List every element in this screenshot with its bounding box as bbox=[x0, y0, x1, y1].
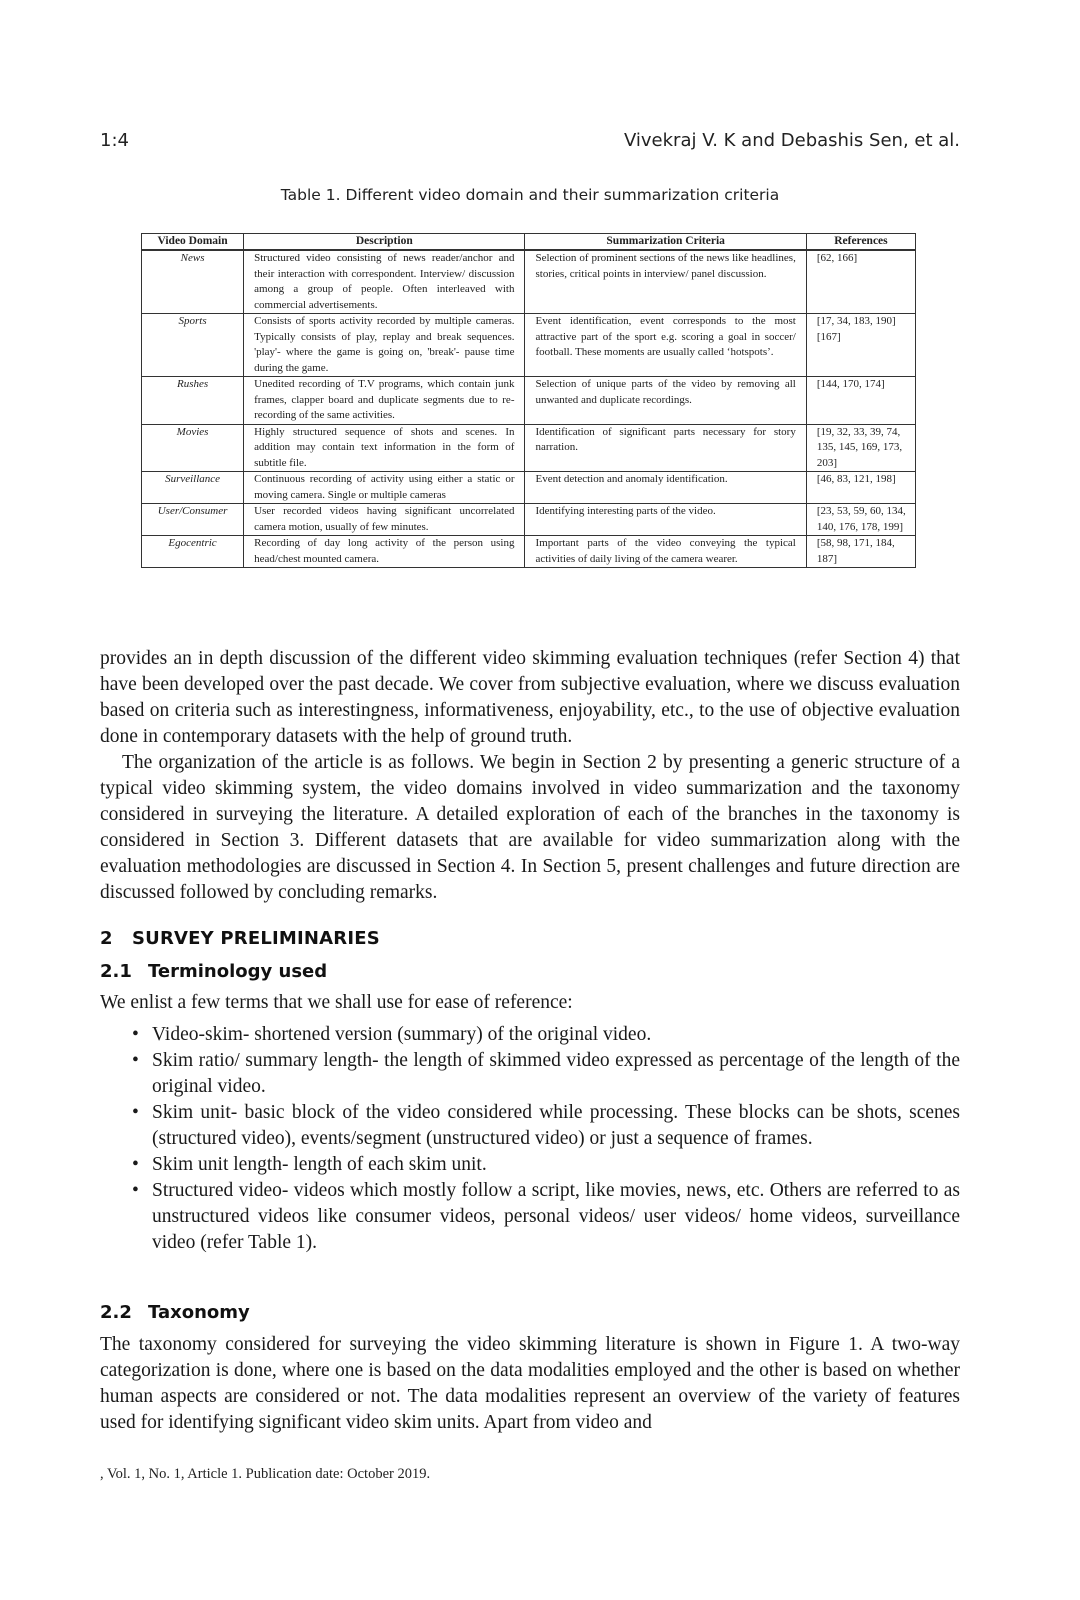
references-cell: [62, 166] bbox=[806, 250, 915, 314]
paragraph-text: The taxonomy considered for surveying the video skimming literature is shown in Figure 1. A two-way categorization is done, where one is based on the data modalities employed and the other is based on whether human aspects are considered or not. The data modalities represent an overview of the variety of features used for identifying significant video skim units. Apart from video and bbox=[100, 1334, 960, 1433]
references-cell: [58, 98, 171, 184, 187] bbox=[806, 536, 915, 568]
table-row bbox=[142, 314, 916, 377]
paragraph-text: provides an in depth discussion of the different video skimming evaluation techniques (refer Section 4) that have been developed over the past decade. We cover from subjective evaluation, where we discuss evaluation based on criteria such as interestingness, informativeness, enjoyability, etc., to the use of objective evaluation done in contemporary datasets with the help of ground truth. bbox=[100, 648, 960, 747]
references-cell: [19, 32, 33, 39, 74, 135, 145, 169, 173, 203] bbox=[806, 424, 915, 472]
section-number: 2.1 bbox=[100, 961, 132, 982]
column-header-domain: Video Domain bbox=[142, 234, 244, 251]
taxonomy-paragraph bbox=[100, 1332, 960, 1436]
description-cell: Structured video consisting of news reader/anchor and their interaction with correspondent. Interview/ discussion among a group of people. Often interleaved with commercial advertisements. bbox=[244, 250, 525, 314]
section-number: 2 bbox=[100, 928, 113, 949]
list-item-text: Skim unit- basic block of the video considered while processing. These blocks can be shots, scenes (structured video), events/segment (unstructured video) or just a sequence of frames. bbox=[152, 1102, 960, 1149]
domain-cell: Rushes bbox=[142, 377, 244, 425]
domain-cell: Egocentric bbox=[142, 536, 244, 568]
criteria-cell: Selection of unique parts of the video by removing all unwanted and duplicate recordings. bbox=[525, 377, 806, 425]
description-cell: Highly structured sequence of shots and scenes. In addition may contain text information in the form of subtitle file. bbox=[244, 424, 525, 472]
list-item-text: Video-skim- shortened version (summary) of the original video. bbox=[152, 1024, 652, 1045]
criteria-cell: Event identification, event corresponds to the most attractive part of the sport e.g. scoring a goal in soccer/ football. These moments are usually called ‘hotspots’. bbox=[525, 314, 806, 377]
terminology-list bbox=[130, 1022, 960, 1256]
paragraph-text: The organization of the article is as follows. We begin in Section 2 by presenting a generic structure of a typical video skimming system, the video domains involved in video summarization and the taxonomy considered in surveying the literature. A detailed exploration of each of the branches in the taxonomy is considered in Section 3. Different datasets that are available for video summarization along with the evaluation methodologies are discussed in Section 4. In Section 5, present challenges and future direction are discussed followed by concluding remarks. bbox=[100, 752, 960, 903]
list-item-text: Skim ratio/ summary length- the length of skimmed video expressed as percentage of the length of the original video. bbox=[152, 1050, 960, 1097]
column-header-criteria: Summarization Criteria bbox=[525, 234, 806, 251]
paragraph-text: We enlist a few terms that we shall use for ease of reference: bbox=[100, 992, 573, 1013]
domain-cell: Sports bbox=[142, 314, 244, 377]
table-header-row bbox=[142, 234, 916, 251]
table-caption: Table 1. Different video domain and their summarization criteria bbox=[280, 186, 780, 204]
references-cell: [46, 83, 121, 198] bbox=[806, 472, 915, 504]
domain-cell: Movies bbox=[142, 424, 244, 472]
list-item bbox=[130, 1152, 960, 1178]
section-title: Taxonomy bbox=[148, 1302, 250, 1323]
criteria-cell: Event detection and anomaly identification. bbox=[525, 472, 806, 504]
subsection-heading-2-1 bbox=[100, 961, 327, 982]
domain-cell: User/Consumer bbox=[142, 504, 244, 536]
body-paragraph-1 bbox=[100, 646, 960, 750]
bullet-icon: • bbox=[132, 1024, 139, 1045]
bullet-icon: • bbox=[132, 1180, 139, 1201]
page-footer: , Vol. 1, No. 1, Article 1. Publication date: October 2019. bbox=[100, 1466, 431, 1482]
table-row bbox=[142, 472, 916, 504]
video-domain-table bbox=[141, 233, 916, 568]
description-cell: Recording of day long activity of the person using head/chest mounted camera. bbox=[244, 536, 525, 568]
domain-cell: News bbox=[142, 250, 244, 314]
page-number: 1:4 bbox=[100, 130, 129, 151]
list-item bbox=[130, 1100, 960, 1152]
section-title: Terminology used bbox=[148, 961, 328, 982]
bullet-icon: • bbox=[132, 1154, 139, 1175]
section-title: SURVEY PRELIMINARIES bbox=[132, 928, 380, 949]
criteria-cell: Important parts of the video conveying the typical activities of daily living of the camera wearer. bbox=[525, 536, 806, 568]
body-paragraph-2 bbox=[100, 750, 960, 906]
domain-cell: Surveillance bbox=[142, 472, 244, 504]
criteria-cell: Selection of prominent sections of the news like headlines, stories, critical points in interview/ panel discussion. bbox=[525, 250, 806, 314]
criteria-cell: Identification of significant parts necessary for story narration. bbox=[525, 424, 806, 472]
references-cell: [144, 170, 174] bbox=[806, 377, 915, 425]
subsection-heading-2-2 bbox=[100, 1302, 250, 1323]
table-row bbox=[142, 377, 916, 425]
references-cell: [23, 53, 59, 60, 134, 140, 176, 178, 199] bbox=[806, 504, 915, 536]
list-item-text: Structured video- videos which mostly follow a script, like movies, news, etc. Others are referred to as unstructured videos like consumer videos, personal videos/ user videos/ home videos, surveillance video (refer Table 1). bbox=[152, 1180, 960, 1253]
bullet-icon: • bbox=[132, 1102, 139, 1123]
description-cell: Unedited recording of T.V programs, which contain junk frames, clapper board and duplicate segments due to re-recording of the same activities. bbox=[244, 377, 525, 425]
list-item bbox=[130, 1048, 960, 1100]
table-row bbox=[142, 504, 916, 536]
section-number: 2.2 bbox=[100, 1302, 132, 1323]
bullet-icon: • bbox=[132, 1050, 139, 1071]
terminology-intro bbox=[100, 990, 960, 1016]
list-item bbox=[130, 1022, 960, 1048]
section-heading-2 bbox=[100, 928, 380, 949]
column-header-description: Description bbox=[244, 234, 525, 251]
description-cell: Consists of sports activity recorded by multiple cameras. Typically consists of play, replay and break sequences. 'play'- where the game is going on, 'break'- pause time during the game. bbox=[244, 314, 525, 377]
references-cell: [17, 34, 183, 190] [167] bbox=[806, 314, 915, 377]
description-cell: User recorded videos having significant uncorrelated camera motion, usually of few minutes. bbox=[244, 504, 525, 536]
running-header bbox=[100, 130, 960, 154]
description-cell: Continuous recording of activity using either a static or moving camera. Single or multiple cameras bbox=[244, 472, 525, 504]
criteria-cell: Identifying interesting parts of the video. bbox=[525, 504, 806, 536]
running-authors: Vivekraj V. K and Debashis Sen, et al. bbox=[623, 130, 960, 151]
list-item bbox=[130, 1178, 960, 1256]
list-item-text: Skim unit length- length of each skim unit. bbox=[152, 1154, 487, 1175]
column-header-references: References bbox=[806, 234, 915, 251]
table-row bbox=[142, 536, 916, 568]
table-row bbox=[142, 250, 916, 314]
table-row bbox=[142, 424, 916, 472]
